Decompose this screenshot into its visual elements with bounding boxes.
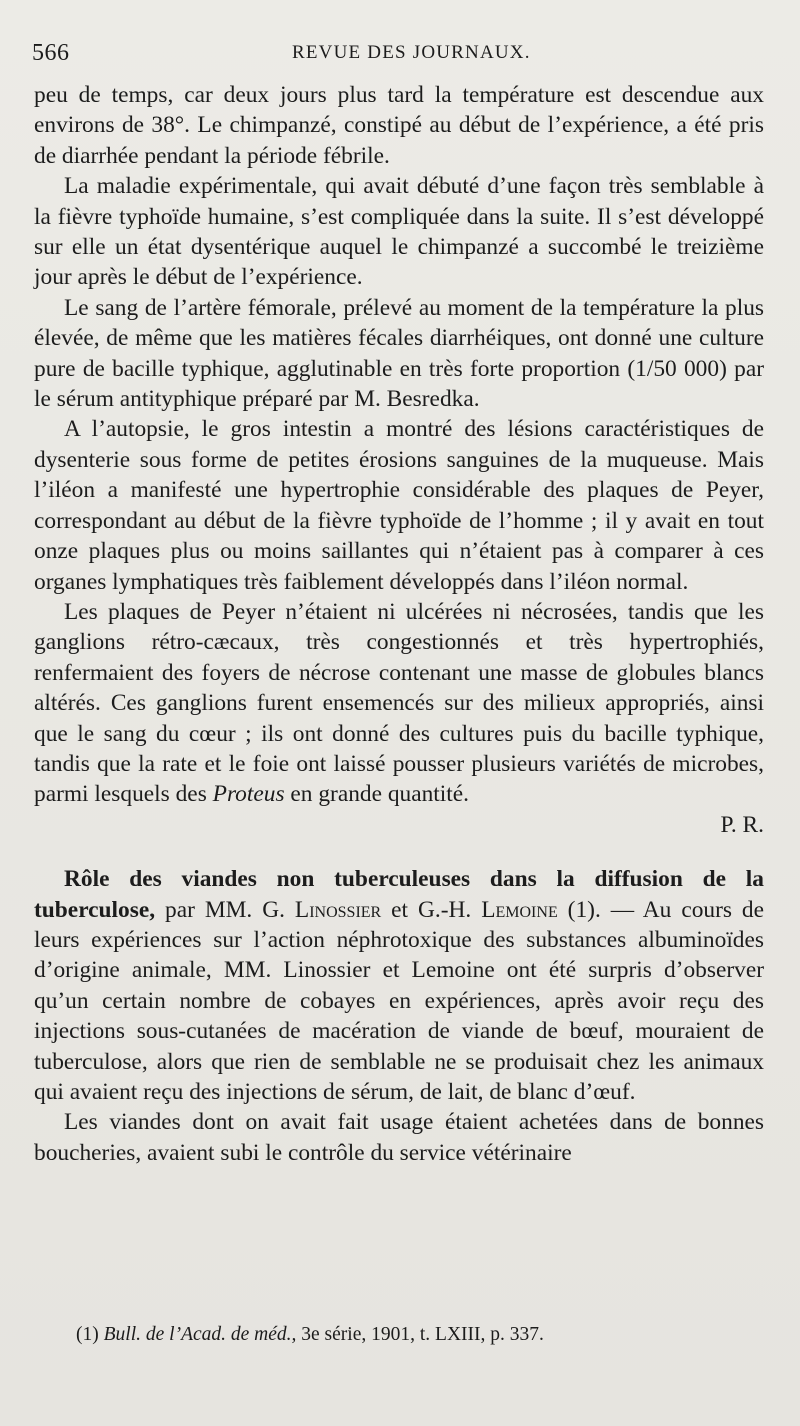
paragraph: peu de temps, car deux jours plus tard la température est descendue aux environs de 38°. Le chimpanzé, constipé au début de l’expérience, a été pris de diarrhée pendant la période fébrile. (34, 82, 764, 169)
footnote-details: 3e série, 1901, t. LXIII, p. 337. (301, 1324, 544, 1345)
article-heading (34, 864, 764, 1107)
footnote-ref: (1). (567, 896, 601, 923)
paragraph-text: en grande quantité. (290, 781, 470, 808)
paragraph-text: Les plaques de Peyer n’étaient ni ulcérées ni nécrosées, tandis que les ganglions rétro-cæcaux, très congestionnés et très hypertrophiés, renfermaient des foyers de nécrose contenant une masse de globules blancs altérés. Ces ganglions furent ensemencés sur des milieux appropriés, ainsi que le sang du cœur ; ils ont donné des cultures puis du bacille typhique, tandis que la rate et le foie ont laissé pousser plusieurs variétés de microbes, parmi lesquels des (34, 598, 764, 808)
authors-prefix: par MM. G. (165, 896, 285, 923)
paragraph: Le sang de l’artère fémorale, prélevé au moment de la température la plus élevée, de même que les matières fécales diarrhéiques, ont donné une culture pure de bacille typhique, agglutinable en très forte proportion (1/50 000) par le sérum antityphique préparé par M. Besredka. (34, 294, 764, 413)
paragraph (34, 597, 764, 810)
footnote (76, 1322, 766, 1348)
paragraph: Les viandes dont on avait fait usage étaient achetées dans de bonnes boucheries, avaient subi le contrôle du service vétérinaire (34, 1109, 764, 1166)
article-signature: P. R. (720, 811, 764, 838)
article-section (34, 864, 764, 1168)
page-number: 566 (32, 40, 70, 66)
paragraph: La maladie expérimentale, qui avait débuté d’une façon très semblable à la fièvre typhoïde humaine, s’est compliquée dans la suite. Il s’est développé sur elle un état dysentérique auquel le chimpanzé a succombé le treizième jour après le début de l’expérience. (34, 173, 764, 291)
footnote-source: Bull. de l’Acad. de méd., (103, 1324, 297, 1345)
paragraph: A l’autopsie, le gros intestin a montré des lésions caractéristiques de dysenterie sous forme de petites érosions sanguines de la muqueuse. Mais l’iléon a manifesté une hypertrophie considérable des plaques de Peyer, correspondant au début de la fièvre typhoïde de l’homme ; il y avait en tout onze plaques plus ou moins saillantes qui n’étaient pas à comparer à ces organes lymphatiques très faiblement développés dans l’iléon normal. (34, 416, 764, 595)
author-name: Lemoine (481, 896, 558, 923)
running-head: REVUE DES JOURNAUX. (292, 42, 531, 63)
page-header (32, 40, 760, 72)
author-name: Linossier (294, 896, 382, 923)
authors-mid: et G.-H. (391, 896, 472, 923)
article-title: Rôle des viandes non tuberculeuses dans la diffusion de la tuberculose, (34, 866, 764, 923)
footnote-marker: (1) (76, 1324, 99, 1345)
italic-term: Proteus (212, 781, 285, 808)
page-body (34, 80, 764, 1168)
paragraph-text: — Au cours de leurs expériences sur l’action néphrotoxique des substances albuminoïdes d’origine animale, MM. Linossier et Lemoine ont été surpris d’observer qu’un certain nombre de cobayes en expériences, après avoir reçu des injections sous-cutanées de macération de viande de bœuf, mouraient de tuberculose, alors que rien de semblable ne se produisait chez les animaux qui avaient reçu des injections de sérum, de lait, de blanc d’œuf. (34, 896, 764, 1105)
